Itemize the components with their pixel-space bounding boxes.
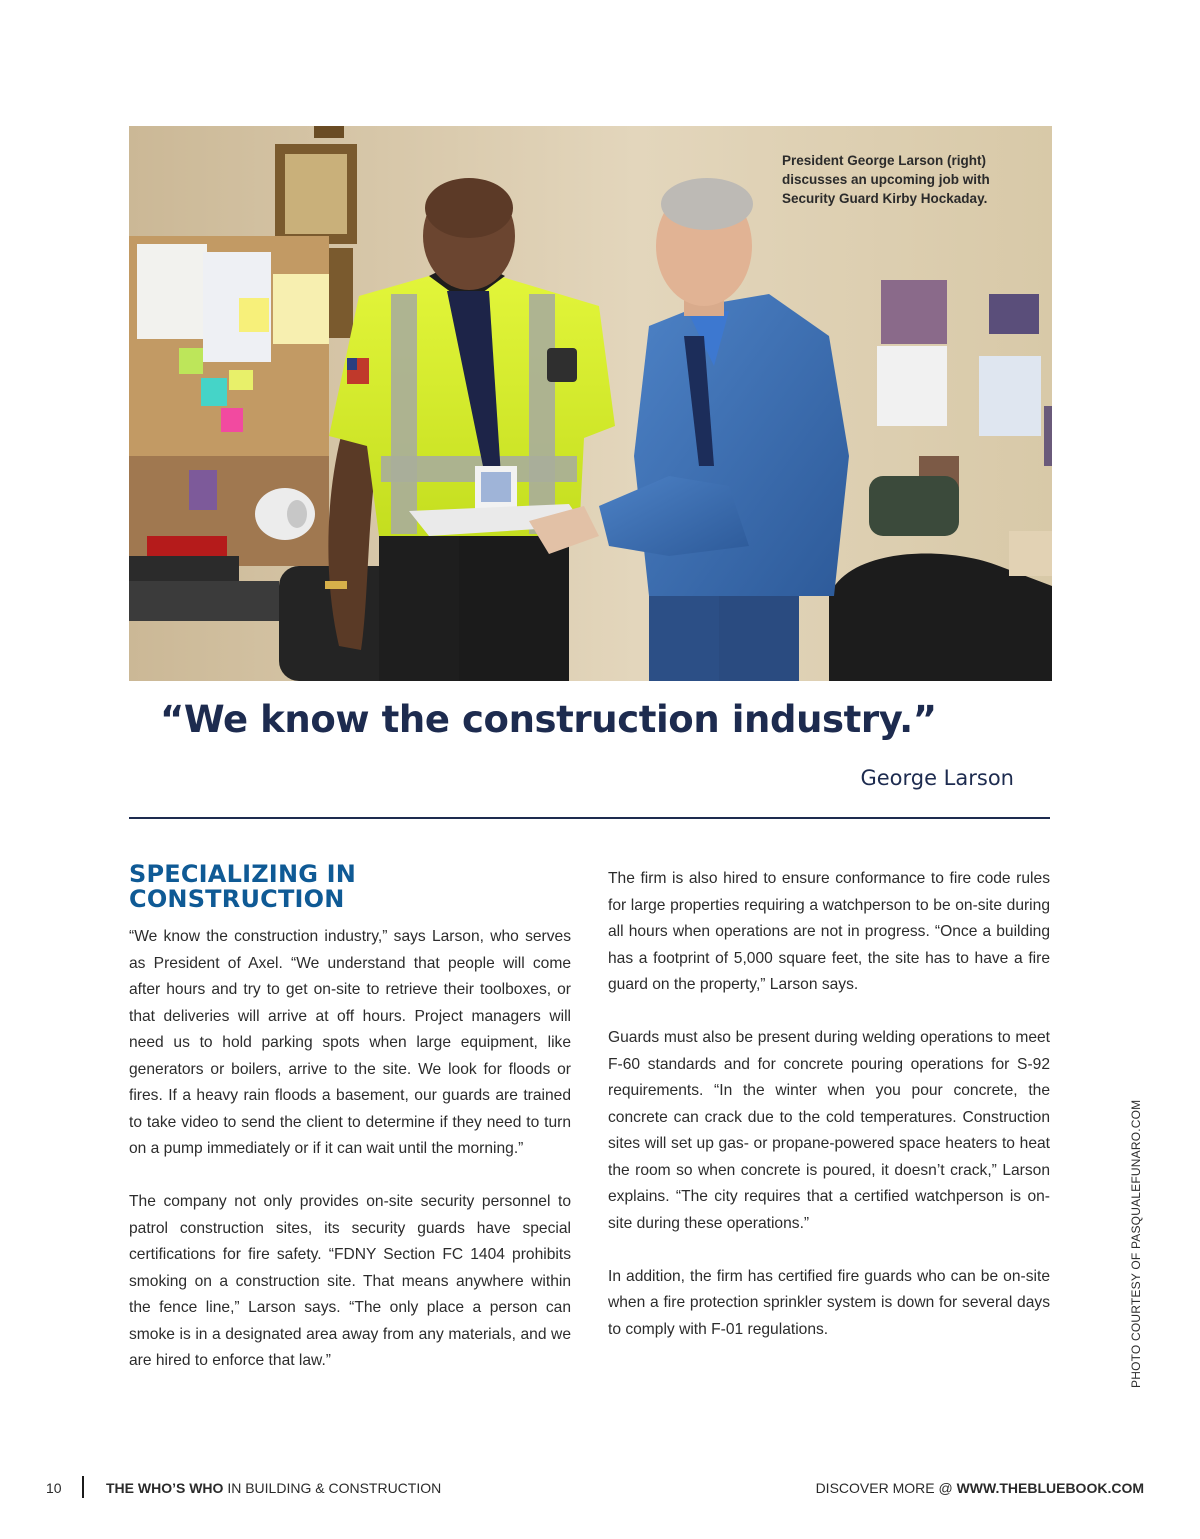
photo-illustration — [129, 126, 1052, 681]
paragraph: “We know the construction industry,” says Larson, who serves as President of Axel. “We understand that people will come after hours and try to get on-site to retrieve their toolboxes, or that deliveries will arrive at off hours. Project managers will need us to hold parking spots when large equipment, like generators or boilers, arrive to the site. We look for floods or fires. If a heavy rain floods a basement, our guards are trained to take video to send the client to determine if they need to turn on a pump immediately or if it can wait until the morning.” — [129, 928, 571, 1157]
discover-prefix: DISCOVER MORE @ — [815, 1480, 957, 1496]
paragraph: The company not only provides on-site security personnel to patrol construction sites, its security guards have special certifications for fire safety. “FDNY Section FC 1404 prohibits smoking on a construction site. That means anywhere within the fence line,” Larson says. “The only place a person can smoke is in a designated area away from any materials, and we are hired to enforce that law.” — [129, 1193, 571, 1369]
paragraph: The firm is also hired to ensure conformance to fire code rules for large properties requiring a watchperson to be on-site during all hours when operations are not in progress. “Once a building has a footprint of 5,000 square feet, the site has to have a fire guard on the property,” Larson says. — [608, 870, 1050, 993]
divider-rule — [129, 817, 1050, 819]
footer-divider — [82, 1476, 84, 1498]
section-heading-line-1: SPECIALIZING IN — [129, 860, 357, 888]
photo-caption: President George Larson (right) discusses an upcoming job with Security Guard Kirby Hockaday. — [782, 153, 990, 206]
publication-title-bold: THE WHO’S WHO — [106, 1480, 224, 1496]
photo-credit: PHOTO COURTESY OF PASQUALEFUNARO.COM — [1129, 1099, 1143, 1388]
quote-attribution: George Larson — [860, 766, 1014, 790]
article-column-left — [129, 862, 571, 1401]
page-footer — [0, 1476, 1200, 1500]
website-link[interactable]: WWW.THEBLUEBOOK.COM — [956, 1480, 1144, 1496]
paragraph: Guards must also be present during welding operations to meet F-60 standards and for concrete pouring operations for S-92 requirements. “In the winter when you pour concrete, the concrete can crack due to the cold temperatures. Construction sites will set up gas- or propane-powered space heaters to heat the room so when concrete is poured, it doesn’t crack,” Larson explains. “The city requires that a certified watchperson is on-site during these operations.” — [608, 1029, 1050, 1232]
discover-more — [816, 1480, 1144, 1496]
page-number: 10 — [46, 1480, 62, 1496]
article-column-right — [608, 866, 1050, 1370]
pull-quote: “We know the construction industry.” — [160, 698, 937, 741]
section-heading-line-2: CONSTRUCTION — [129, 885, 345, 913]
section-heading — [129, 862, 571, 912]
publication-title-rest: IN BUILDING & CONSTRUCTION — [223, 1480, 442, 1496]
publication-title — [106, 1480, 441, 1496]
feature-photo — [129, 126, 1052, 681]
paragraph: In addition, the firm has certified fire guards who can be on-site when a fire protection sprinkler system is down for several days to comply with F-01 regulations. — [608, 1267, 1050, 1338]
